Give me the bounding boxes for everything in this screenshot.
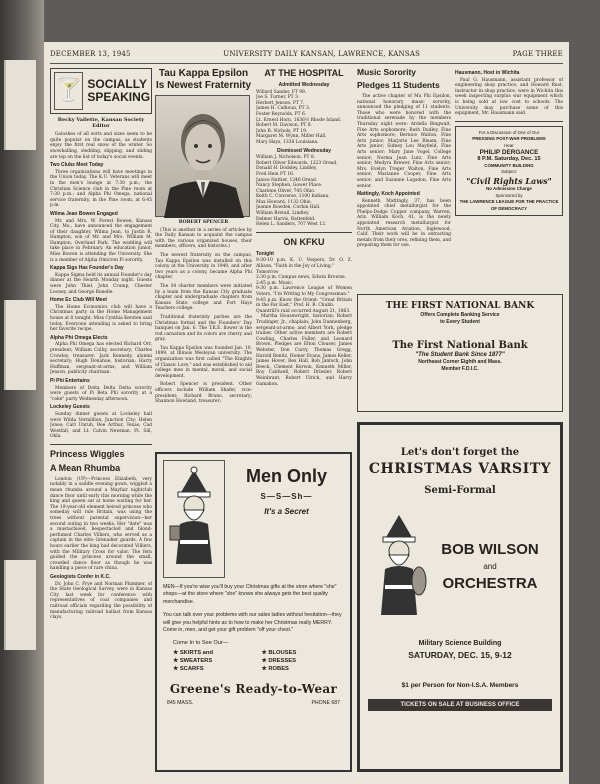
forum-line-1: For a Discussion of One of Our [478, 129, 540, 135]
dismissed-entry: Helen L. Sanders, 707 West 12. [256, 222, 327, 228]
hausmann-body: Paul G. Hausmann, assistant professor of engineering shop practice, and Howard Rust, instructor in shop practice, were in Wichita this week inspecting surplus war equipment which is being sold at low cost to schools. The University may purchase some of this equipment, Mr. Hausmann said. [455, 77, 563, 117]
kfku-entry: 9:45 p.m. Know the Orient: "Great Britain in the Far East," Prof. H. B. Chubb. [256, 297, 352, 309]
tke-paragraph: Robert Spencer is president. Other officers include William Shafer, vice-president; Richard Bruno, secretary; Shannon Howland, treasurer; [155, 382, 252, 405]
band-name-2: ORCHESTRA [442, 574, 538, 592]
dismissed-entry: Janice Nattier, 1246 Oread. [256, 177, 318, 183]
admitted-entry: James H. Calhoun, PT 3. [256, 106, 311, 112]
forum-admission: No Admission Charge [486, 185, 532, 191]
sorority-column [357, 68, 451, 296]
santa-with-bag-illustration [368, 511, 428, 621]
forum-speaker: PHILIP DERGANCE [479, 148, 539, 156]
forum-line-3: Hear [504, 142, 514, 148]
geologists-head: Geologists Confer in K.C. [50, 573, 111, 580]
society-section-body: Members of Delta Delta Delta sorority were guests of Pi Beta Phi sorority at a "coke" party Wednesday afternoon. [50, 385, 152, 402]
speaking-title: SPEAKING [87, 90, 151, 104]
previous-page-stub [4, 60, 36, 150]
society-section-head: Lockeley Guests [50, 404, 90, 411]
society-section-head: Wilma Jean Bowen Engaged [50, 210, 118, 217]
society-section-body: Mr. and Mrs. W. Forest Bowen, Kansas City, Mo., have announced the engagement of their daughter, Wilma Jean, to Justin R. Hampton, son of Mr. and Mrs. William M. Hampton, Overland Park. The wedding will take place in February. An education junior, Miss Bowen is attending the University. She is a member of Alpha Omicron Pi sorority. [50, 218, 152, 263]
dismissed-entry: Charlene Oliver, 745 Ohio. [256, 188, 316, 194]
society-section-body: Alpha Phi Omega has elected Richard Orr, president; William Colby, secretary; Charles Crowley, treasurer; Jack Kennedy, alumni secretary; Hugh Donahue, historian; Harry Huffman, sergeant-at-arms; and William Jenson, publicity chairman. [50, 342, 152, 376]
merchandise-list [163, 650, 344, 672]
merchandise-item: ★ SKIRTS and [173, 650, 256, 656]
socially-speaking-masthead [50, 68, 152, 114]
society-sections [50, 163, 152, 440]
merchandise-item: ★ SCARFS [173, 666, 256, 672]
society-section-body: Kappa Sigma held its annual Founder's day dinner at the Hearth Monday night. Guests were John Thiel, John Crump, Chester Looney, and George Bonelle. [50, 272, 152, 295]
dismissed-entry: Max Howard, 1132 Ohio. [256, 199, 312, 205]
christmas-varsity-ad [357, 422, 563, 772]
dismissed-entry: Nancy Stephen, Gower Place. [256, 183, 323, 189]
first-national-bank-ad [357, 294, 563, 412]
kfku-entry: 2:30 p.m. Campus news, Edwin Browne. [256, 275, 347, 281]
bank-fdic: Member F.D.I.C. [441, 366, 479, 372]
admitted-entry: Lt. Ernest Horn, 1636½ Rhode Island. [256, 117, 342, 123]
kfku-schedule [256, 258, 352, 314]
tke-column [155, 68, 252, 468]
header-paper: UNIVERSITY DAILY KANSAN, LAWRENCE, KANSAS [223, 50, 421, 58]
secret-text: It's a Secret [264, 507, 309, 516]
merchandise-item: ★ DRESSES [262, 658, 345, 664]
admitted-entry: Willard Sander, FT 99. [256, 89, 307, 95]
tke-article-body [155, 253, 252, 405]
mattingly-body: Kenneth Mattingly, 37, has been appointed chief metallurgist for the Phelps-Dodge Copper company, Warren, Ariz. William Koch, 41, is the newly appointed research metallurgist for North American Aviation, Inglewood, Calif. Their work will be in extracting metals from their ores, refining them, and preparing them for use. [357, 198, 451, 249]
kfku-tonight: Tonight [256, 250, 274, 257]
kfku-headline: ON KFKU [283, 236, 325, 247]
bank-line-2: to Every Student [440, 319, 480, 325]
santa-illustration [163, 460, 225, 578]
merchandise-item: ★ ROBES [262, 666, 345, 672]
kfku-entry: Tomorrow [256, 269, 279, 275]
forum-place: COMMUNITY BUILDING [484, 162, 534, 168]
dismissed-list [256, 155, 352, 228]
greene-address: 845 MASS. [167, 700, 194, 707]
header-page: PAGE THREE [512, 50, 563, 58]
admitted-entry: Herbert Jenson, PT 7. [256, 100, 305, 106]
binding-edge [0, 0, 44, 784]
society-section-body: The Home Economics club will have a Christmas party in the Home Management house at 8 tonight. Miss Cynthia Kersten said today. Everyone attending is asked to bring her favorite recipe. [50, 304, 152, 333]
dismissed-entry: Keith C. Converse, 1100 Indiana. [256, 194, 330, 200]
dismissed-entry: Robert Oliver Edwards, 1223 Oread. [256, 160, 338, 166]
greene-phone: PHONE 687 [311, 700, 340, 707]
cocktail-glass-icon: 🍸 [54, 72, 83, 110]
society-section-head: Alpha Phi Omega Elects [50, 334, 108, 341]
greene-store-name: Greene's Ready-to-Wear [169, 682, 338, 697]
hospital-column [256, 68, 352, 468]
dismissed-entry: Jeanne Bowden, Corbin Hall. [256, 205, 321, 211]
society-section-body: Sunday dinner guests at Lockeley hall were Wilda Vermillion, Junction City; Helen Jones; Carl Unruh, Bee Arthur, Texas; Cad Westfall; and Lt. Calvin Newman, Ft. Sill, Okla. [50, 411, 152, 440]
dance-line-2: CHRISTMAS VARSITY [368, 461, 552, 477]
dismissed-entry: William J. Nicholson, PT 8. [256, 155, 316, 161]
dance-venue: Military Science Building [418, 640, 502, 647]
forum-subject: "Civil Rights Laws" [466, 175, 552, 186]
divider [256, 232, 352, 233]
society-intro: Goloshes of all sorts and sizes seem to be quite popular on the campus, as students enjoy the first real snow of the winter. So snowballing, sledding, slipping, and sliding are top on the list of today's social events. [50, 132, 152, 160]
dance-price: $1 per Person for Non-I.S.A. Members [401, 682, 519, 689]
kfku-entry: 2:45 p.m. Music. [256, 280, 294, 286]
tke-paragraph: Tau Kappa Epsilon was founded Jan. 10, 1899, at Illinois Wesleyan university. The organization was first called "The Knights of Classic Lore," and was established to aid college men in mental, moral, and social development. [155, 345, 252, 379]
hausmann-head: Hausmann, Host in Wichita [455, 70, 520, 76]
dismissed-entry: Delmer Harris, Battenfeld. [256, 216, 316, 222]
come-in-text: Come In to See Our— [173, 640, 229, 647]
admitted-entry: Margaret M. Wynn, Miller Hall. [256, 134, 327, 140]
tke-headline-2: Is Newest Fraternity [155, 80, 252, 91]
tke-paragraph: The 34 charter members were initiated by a team from the Kansas City graduate chapter and undergraduate chapters from Kansas State college and Fort Hays Teachers college. [155, 283, 252, 312]
band-name-1: BOB WILSON [441, 540, 539, 558]
kfku-entry: Quantrill's raid occurred August 21, 1863. [256, 308, 351, 314]
bank-title: THE FIRST NATIONAL BANK [385, 301, 535, 311]
dismissed-entry: William Bretall, Lindley. [256, 211, 310, 217]
bank-title-2: The First National Bank [392, 340, 528, 351]
society-section-body: Three organizations will have meetings in the Union today. The K.U. Veterans will meet in the men's lounge at 7:30 p.m.; the Christian Science club in the Pine room at 7:30 p.m.; and Alpha Phi Omega, national service fraternity, in the Pine room, at 6:45 p.m. [50, 169, 152, 209]
hausmann-column [455, 68, 563, 296]
socially-title: SOCIALLY [87, 77, 147, 91]
sorority-headline-1: Music Sorority [357, 68, 417, 77]
admitted-entry: Joe S. Turner, PT 3. [256, 95, 300, 101]
forum-sponsor: THE LAWRENCE LEAGUE FOR THE PRACTICE OF DEMOCRACY [459, 199, 559, 211]
princess-headline-2: A Mean Rhumba [50, 462, 121, 473]
header-date: DECEMBER 13, 1945 [50, 50, 131, 58]
forum-time: 8 P.M. Saturday, Dec. 15 [477, 156, 541, 163]
dismissed-entry: Fred Hein PT 16. [256, 171, 295, 177]
dismissed-entry: Donald H. Dodsley, Lindley. [256, 166, 318, 172]
society-column [50, 68, 152, 780]
greene-body-2: You can talk over your problems with our sales ladies without hesitation—they will give you helpful hints as to how to make her Christmas really MERRY. Come in, men, and get your gift problem "off your chest." [163, 612, 342, 634]
tke-headline-1: Tau Kappa Epsilon [158, 68, 249, 79]
men-only-headline: Men Only [245, 466, 327, 486]
band-and: and [483, 561, 497, 571]
admitted-entry: John B. Nichols, PT 19. [256, 128, 308, 134]
mattingly-head: Mattingly, Koch Appointed [357, 191, 420, 198]
bank-address: Northeast Corner Eighth and Mass. [418, 359, 502, 365]
dance-line-1: Let's don't forget the [400, 447, 520, 458]
society-section-head: Two Clubs Meet Today [50, 162, 104, 169]
admitted-entry: Mary Hays, 1338 Louisiana. [256, 139, 319, 145]
society-byline: Becky Vallette, Kansan Society Editor [57, 117, 145, 129]
greene-body-1: MEN—If you're wise you'll buy your Christmas gifts at the store where "she" shops—at the store where "she" knows she always gets the best quality merchandise. [163, 584, 337, 605]
dance-date: SATURDAY, DEC. 15, 9-12 [408, 650, 512, 660]
admitted-entry: Robert M. Davison, PT 8. [256, 123, 312, 129]
sorority-body: The active chapter of Mu Phi Epsilon, national honorary music sorority, announced the pledging of 11 students. Those who were honored with the traditional serenade by the members Thursday night were: Ardella Bingwalt, Fine Arts sophomore; Ruth Dudley, Fine Arts sophomore; Bernice Walton, Fine Arts junior; Marjorie Lee Bleam, Fine Arts junior; Sidney Lou Mayfield, Fine Arts senior; Mary Jane Vogel, College senior; Norma Jean Lutz, Fine Arts senior; Medyra Brewer, Fine Arts senior; Mrs. Evelyn Treger Walton, Fine Arts senior; Marianne Cooper, Fine Arts senior; and Suzanne Logsdon, Fine Arts senior. [357, 94, 451, 189]
kfku-entry: 9:30-10 p.m. K. U. Vespers, Dr. O. Z. Allison, "Faith in the Joy of Living." [256, 258, 352, 270]
society-section-head: Home Ec Club Will Meet [50, 297, 107, 304]
admitted-entry: Foster Reynolds, PT 6. [256, 111, 307, 117]
admitted-list [256, 90, 352, 146]
society-section-head: Kappa Sigs Has Founder's Day [50, 265, 124, 272]
robert-spencer-photo [155, 95, 250, 217]
admitted-head: Admitted Wednesday [278, 82, 330, 88]
previous-page-stub [4, 300, 36, 390]
sorority-headline-2: Pledges 11 Students [357, 80, 440, 90]
kfku-entry: 9:30 p.m. Lawrence League of Women Voters, "I'm Writing to My Congressman." [256, 286, 352, 297]
dismissed-head: Dismissed Wednesday [276, 147, 332, 154]
previous-page-stub [4, 560, 36, 650]
newspaper-page [44, 42, 569, 784]
dance-line-3: Semi-Formal [424, 485, 496, 496]
photo-caption: ROBERT SPENCER [178, 220, 229, 225]
geologists-body: Dr. John C. Frye and Norman Plummer, of the State Geological Survey, were in Kansas City last week for conference with representatives of coal companies and railroad officials regarding the possibility of manufacturing railroad ballast from Kansas clays. [50, 581, 152, 621]
divider [50, 444, 152, 445]
forum-ad [455, 126, 563, 217]
bank-line-1: Offers Complete Banking Service [420, 312, 500, 318]
divider [455, 121, 563, 122]
shh-text: S—S—Sh— [260, 492, 313, 501]
dance-tickets: TICKETS ON SALE AT BUSINESS OFFICE [368, 699, 552, 711]
bank-slogan: "The Student Bank Since 1877" [415, 352, 505, 358]
hospital-headline: AT THE HOSPITAL [264, 68, 344, 78]
forum-subject-label: Subject: [501, 169, 517, 175]
forum-line-2: PRESSING POST-WAR PROBLEMS [472, 136, 546, 142]
forum-sponsor-label: Sponsored by [495, 192, 523, 198]
tke-paragraph: Traditional fraternity parties are the Christmas formal and the Founders' Day banquet on Jan. 6. The T.K.E. flower is the red carnation and its colors are cherry and gray. [155, 314, 252, 343]
tke-continued: Martha Housewright, historian; Robert Trudinger, Jr., chaplain; John Dannenberg, sergeant-at-arms; and Albert York, pledge trainer. Other active members are Robert Cowling, Charles Fuller, and Leonard Brown. Pledges are Elton Clouser, James Webster, Don Curry, Thomas Gregg, Harold Benitz, Homer Evans, James Keller, James Hover, Rex Hall, Bob Jantsch, John Beeck, Clement Kerwin, Kenneth Miller, Roy Caldwell, Robert Driesler, Robert Weinbrant, Robert Ulrich, and Harry Gamakon. [256, 314, 352, 387]
princess-body: London (UP)—Princess Elizabeth, very notably in a saddle evening gown, wiggled a mean rhumba around a Mayfair nightclub dance floor until early this morning while the king and queen sat at home waiting for her. The 19-year-old element heired princess who someday will rule Britain, was using the trees without parental supervision—her second outing in two weeks. Her "date" was a mustachioed, bespectacled and blond-perfumed Charles Villiers, who served as a captain in the elite Grenadier guards. A few hours earlier the king had decorated Villiers, with the Military Cross for valor. The fern guided the princess around the small, crowded dance floor as though he was handling a piece of rare china. [50, 476, 152, 572]
greenes-ready-to-wear-ad [155, 452, 352, 772]
princess-headline-1: Princess Wiggles [50, 448, 125, 459]
tke-paragraph: The newest fraternity on the campus, Tau Kappa Epsilon was installed on this colony at the University in 1940, and after two years as a colony, became Alpha Phi chapter. [155, 252, 252, 281]
page-header [50, 50, 563, 64]
tke-caption-note: (This is another in a series of articles by the Daily Kansan to acquaint the campus with the various organized houses, their members, officers, and histories.) [155, 227, 252, 250]
society-section-head: Pi Phi Entertains [50, 377, 90, 384]
merchandise-item: ★ BLOUSES [262, 650, 345, 656]
merchandise-item: ★ SWEATERS [173, 658, 256, 664]
